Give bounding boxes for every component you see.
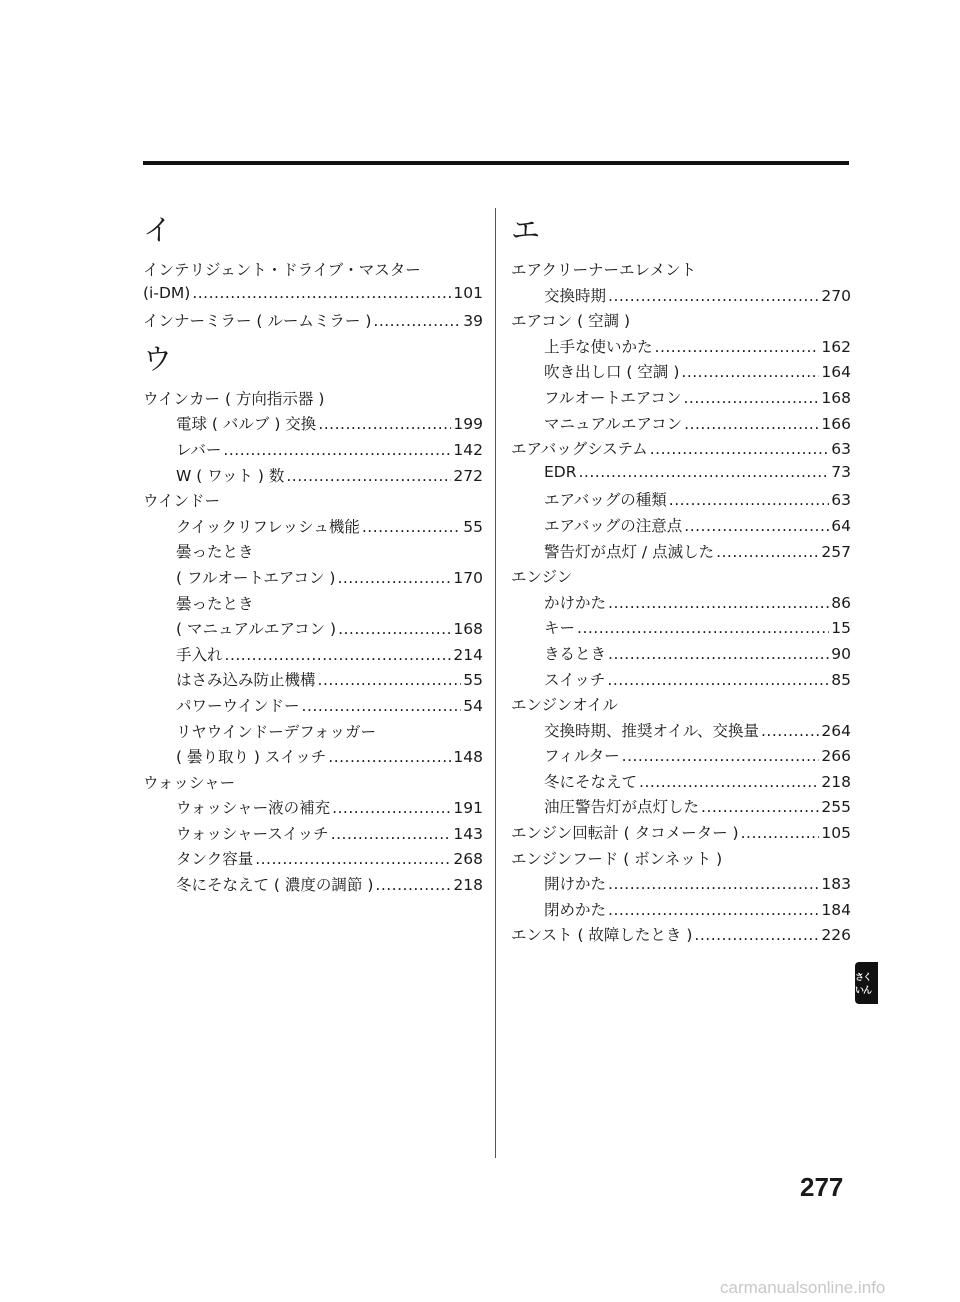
entry-label: かけかた — [544, 593, 607, 612]
leader-dots — [701, 798, 819, 816]
leader-dots — [328, 748, 451, 766]
index-subentry — [143, 720, 483, 746]
leader-dots — [362, 518, 461, 536]
entry-label: きるとき — [544, 644, 607, 663]
index-subentry — [511, 872, 851, 898]
index-subentry — [143, 643, 483, 669]
entry-page-number[interactable]: 199 — [453, 415, 483, 434]
leader-dots — [577, 619, 829, 637]
entry-label: 冬にそなえて ( 濃度の調節 ) — [176, 876, 374, 895]
leader-dots — [669, 491, 830, 509]
index-entry — [511, 309, 851, 335]
thumb-tab-label: さくいん — [855, 973, 872, 996]
leader-dots — [681, 363, 819, 381]
index-entry — [511, 821, 851, 847]
entry-page-number[interactable]: 164 — [821, 363, 851, 382]
index-column-left — [143, 210, 483, 899]
index-subentry — [143, 438, 483, 464]
entry-page-number[interactable]: 218 — [453, 876, 483, 895]
entry-page-number[interactable]: 63 — [831, 440, 851, 459]
leader-dots — [375, 876, 451, 894]
leader-dots — [694, 926, 819, 944]
entry-label: ウインドー — [143, 492, 221, 511]
entry-label: 開けかた — [544, 875, 607, 894]
index-subentry — [511, 488, 851, 514]
leader-dots — [255, 850, 451, 868]
entry-label: 上手な使いかた — [544, 337, 653, 356]
entry-page-number[interactable]: 168 — [821, 388, 851, 407]
entry-label: 交換時期 — [544, 286, 607, 305]
leader-dots — [608, 901, 819, 919]
entry-page-number[interactable]: 170 — [453, 568, 483, 587]
top-rule — [143, 161, 849, 165]
entry-label: リヤウインドーデフォッガー — [176, 722, 376, 741]
leader-dots — [225, 646, 452, 664]
leader-dots — [318, 415, 451, 433]
index-subentry — [143, 617, 483, 643]
index-entry — [143, 258, 483, 284]
leader-dots — [650, 440, 830, 458]
leader-dots — [716, 543, 819, 561]
index-subentry — [511, 898, 851, 924]
entry-page-number[interactable]: 64 — [831, 516, 851, 535]
entry-label: スイッチ — [544, 670, 606, 689]
watermark: carmanualsonline.info — [720, 1278, 886, 1297]
entry-page-number[interactable]: 73 — [831, 462, 851, 481]
index-subentry — [143, 873, 483, 899]
section-heading: イ — [143, 213, 173, 247]
index-entry — [143, 387, 483, 413]
index-subentry — [143, 796, 483, 822]
index-subentry — [511, 795, 851, 821]
index-subentry — [511, 668, 851, 694]
index-subentry — [143, 847, 483, 873]
entry-page-number[interactable]: 218 — [821, 772, 851, 791]
entry-label: ( フルオートエアコン ) — [176, 568, 336, 587]
index-subentry — [511, 463, 851, 489]
leader-dots — [579, 463, 830, 481]
index-entry — [143, 309, 483, 335]
index-subentry — [511, 514, 851, 540]
index-subentry — [143, 412, 483, 438]
index-entry — [511, 258, 851, 284]
leader-dots — [608, 594, 829, 612]
entry-label: 閉めかた — [544, 900, 607, 919]
index-subentry — [511, 335, 851, 361]
index-subentry — [511, 412, 851, 438]
index-subentry — [511, 540, 851, 566]
index-subentry — [511, 616, 851, 642]
page-number: 277 — [800, 1172, 844, 1202]
entry-page-number[interactable]: 214 — [453, 645, 483, 664]
entry-label: 吹き出し口 ( 空調 ) — [544, 363, 680, 382]
entry-label: フィルター — [544, 747, 620, 766]
leader-dots — [608, 645, 829, 663]
entry-page-number[interactable]: 63 — [831, 491, 851, 510]
entry-label: 曇ったとき — [176, 594, 254, 613]
entry-page-number[interactable]: 270 — [821, 286, 851, 305]
index-entry — [143, 771, 483, 797]
leader-dots — [332, 799, 451, 817]
section-heading: ウ — [143, 341, 173, 376]
entry-label: エアバッグの種類 — [544, 491, 667, 510]
section-heading: エ — [511, 213, 541, 247]
entry-label: クイックリフレッシュ機能 — [176, 517, 360, 536]
entry-page-number[interactable]: 86 — [831, 593, 851, 612]
leader-dots — [223, 441, 451, 459]
index-entry — [143, 284, 483, 310]
entry-label: タンク容量 — [176, 850, 254, 869]
entry-label: 警告灯が点灯 / 点滅した — [544, 542, 715, 561]
index-entry — [511, 923, 851, 949]
entry-label: インテリジェント・ドライブ・マスター — [143, 261, 421, 279]
leader-dots — [639, 773, 819, 791]
entry-label: キー — [544, 619, 576, 638]
leader-dots — [684, 415, 819, 433]
entry-label: 手入れ — [176, 645, 223, 664]
index-subentry — [143, 566, 483, 592]
entry-label: 冬にそなえて — [544, 772, 638, 791]
entry-page-number[interactable]: 226 — [821, 926, 851, 945]
entry-label: エアバッグシステム — [511, 440, 648, 459]
leader-dots — [318, 671, 462, 689]
index-entry — [511, 847, 851, 873]
leader-dots — [684, 517, 829, 535]
index-subentry — [511, 360, 851, 386]
leader-dots — [655, 338, 820, 356]
entry-page-number[interactable]: 90 — [831, 644, 851, 663]
entry-label: インナーミラー ( ルームミラー ) — [143, 312, 372, 331]
index-subentry — [143, 464, 483, 490]
entry-page-number[interactable]: 272 — [453, 466, 483, 485]
entry-page-number[interactable]: 148 — [453, 748, 483, 767]
entry-label: エンスト ( 故障したとき ) — [511, 926, 693, 945]
index-subentry — [511, 642, 851, 668]
entry-page-number[interactable]: 166 — [821, 414, 851, 433]
entry-page-number[interactable]: 168 — [453, 620, 483, 639]
leader-dots — [337, 569, 451, 587]
entry-label: レバー — [176, 440, 222, 459]
section-gap — [143, 335, 483, 339]
leader-dots — [741, 824, 820, 842]
entry-page-number[interactable]: 255 — [821, 798, 851, 817]
entry-label: ( マニュアルエアコン ) — [176, 620, 337, 639]
leader-dots — [331, 825, 452, 843]
index-subentry — [143, 515, 483, 541]
index-entry — [511, 437, 851, 463]
leader-dots — [286, 467, 451, 485]
index-subentry — [143, 668, 483, 694]
entry-page-number[interactable]: 191 — [453, 799, 483, 818]
entry-label: (i-DM) — [143, 283, 191, 302]
entry-label: マニュアルエアコン — [544, 414, 683, 433]
entry-label: W ( ワット ) 数 — [176, 466, 285, 485]
entry-label: エンジンフード ( ボンネット ) — [511, 849, 723, 868]
entry-label: 曇ったとき — [176, 543, 254, 562]
entry-label: 電球 ( バルブ ) 交換 — [176, 415, 317, 434]
entry-page-number[interactable]: 143 — [453, 824, 483, 843]
entry-page-number[interactable]: 268 — [453, 850, 483, 869]
entry-page-number[interactable]: 15 — [831, 619, 851, 638]
entry-page-number[interactable]: 39 — [463, 312, 483, 331]
leader-dots — [338, 620, 451, 638]
entry-page-number[interactable]: 85 — [831, 670, 851, 689]
entry-label: エンジン — [511, 568, 573, 587]
entry-page-number[interactable]: 266 — [821, 747, 851, 766]
entry-label: ウインカー ( 方向指示器 ) — [143, 389, 325, 408]
leader-dots — [192, 284, 451, 302]
leader-dots — [373, 312, 461, 330]
entry-label: はさみ込み防止機構 — [176, 671, 316, 690]
column-divider — [495, 208, 496, 1158]
index-subentry — [511, 386, 851, 412]
index-subentry — [143, 592, 483, 618]
entry-label: 交換時期、推奨オイル、交換量 — [544, 721, 759, 740]
entry-label: エンジン回転計 ( タコメーター ) — [511, 824, 739, 843]
entry-label: EDR — [544, 462, 577, 481]
entry-page-number[interactable]: 184 — [821, 900, 851, 919]
leader-dots — [608, 875, 819, 893]
entry-page-number[interactable]: 257 — [821, 542, 851, 561]
leader-dots — [622, 747, 820, 765]
index-subentry — [143, 745, 483, 771]
entry-page-number[interactable]: 162 — [821, 337, 851, 356]
leader-dots — [761, 722, 819, 740]
entry-label: エンジンオイル — [511, 696, 618, 715]
index-subentry — [143, 540, 483, 566]
index-subentry — [511, 744, 851, 770]
entry-label: フルオートエアコン — [544, 388, 682, 407]
index-entry — [511, 565, 851, 591]
entry-page-number[interactable]: 55 — [463, 517, 483, 536]
entry-label: エアコン ( 空調 ) — [511, 312, 631, 331]
entry-label: ウォッシャー液の補充 — [176, 799, 331, 818]
entry-page-number[interactable]: 142 — [453, 440, 483, 459]
entry-page-number[interactable]: 55 — [463, 671, 483, 690]
entry-label: エアクリーナーエレメント — [511, 261, 697, 279]
leader-dots — [607, 671, 829, 689]
entry-label: パワーウインドー — [176, 696, 300, 715]
entry-label: ウォッシャースイッチ — [176, 824, 329, 843]
index-subentry — [143, 822, 483, 848]
entry-page-number[interactable]: 264 — [821, 721, 851, 740]
index-thumb-tab[interactable] — [855, 962, 878, 1004]
leader-dots — [302, 697, 462, 715]
leader-dots — [684, 389, 820, 407]
leader-dots — [608, 287, 819, 305]
entry-label: ウォッシャー — [143, 773, 236, 792]
index-subentry — [511, 591, 851, 617]
index-column-right — [511, 210, 851, 949]
entry-page-number[interactable]: 183 — [821, 875, 851, 894]
index-subentry — [511, 770, 851, 796]
index-subentry — [511, 719, 851, 745]
index-subentry — [143, 694, 483, 720]
entry-label: ( 曇り取り ) スイッチ — [176, 748, 327, 767]
entry-label: エアバッグの注意点 — [544, 516, 683, 535]
entry-page-number[interactable]: 105 — [821, 824, 851, 843]
index-entry — [143, 489, 483, 515]
entry-label: 油圧警告灯が点灯した — [544, 798, 700, 817]
entry-page-number[interactable]: 101 — [453, 283, 483, 302]
index-subentry — [511, 284, 851, 310]
entry-page-number[interactable]: 54 — [463, 696, 483, 715]
index-entry — [511, 693, 851, 719]
